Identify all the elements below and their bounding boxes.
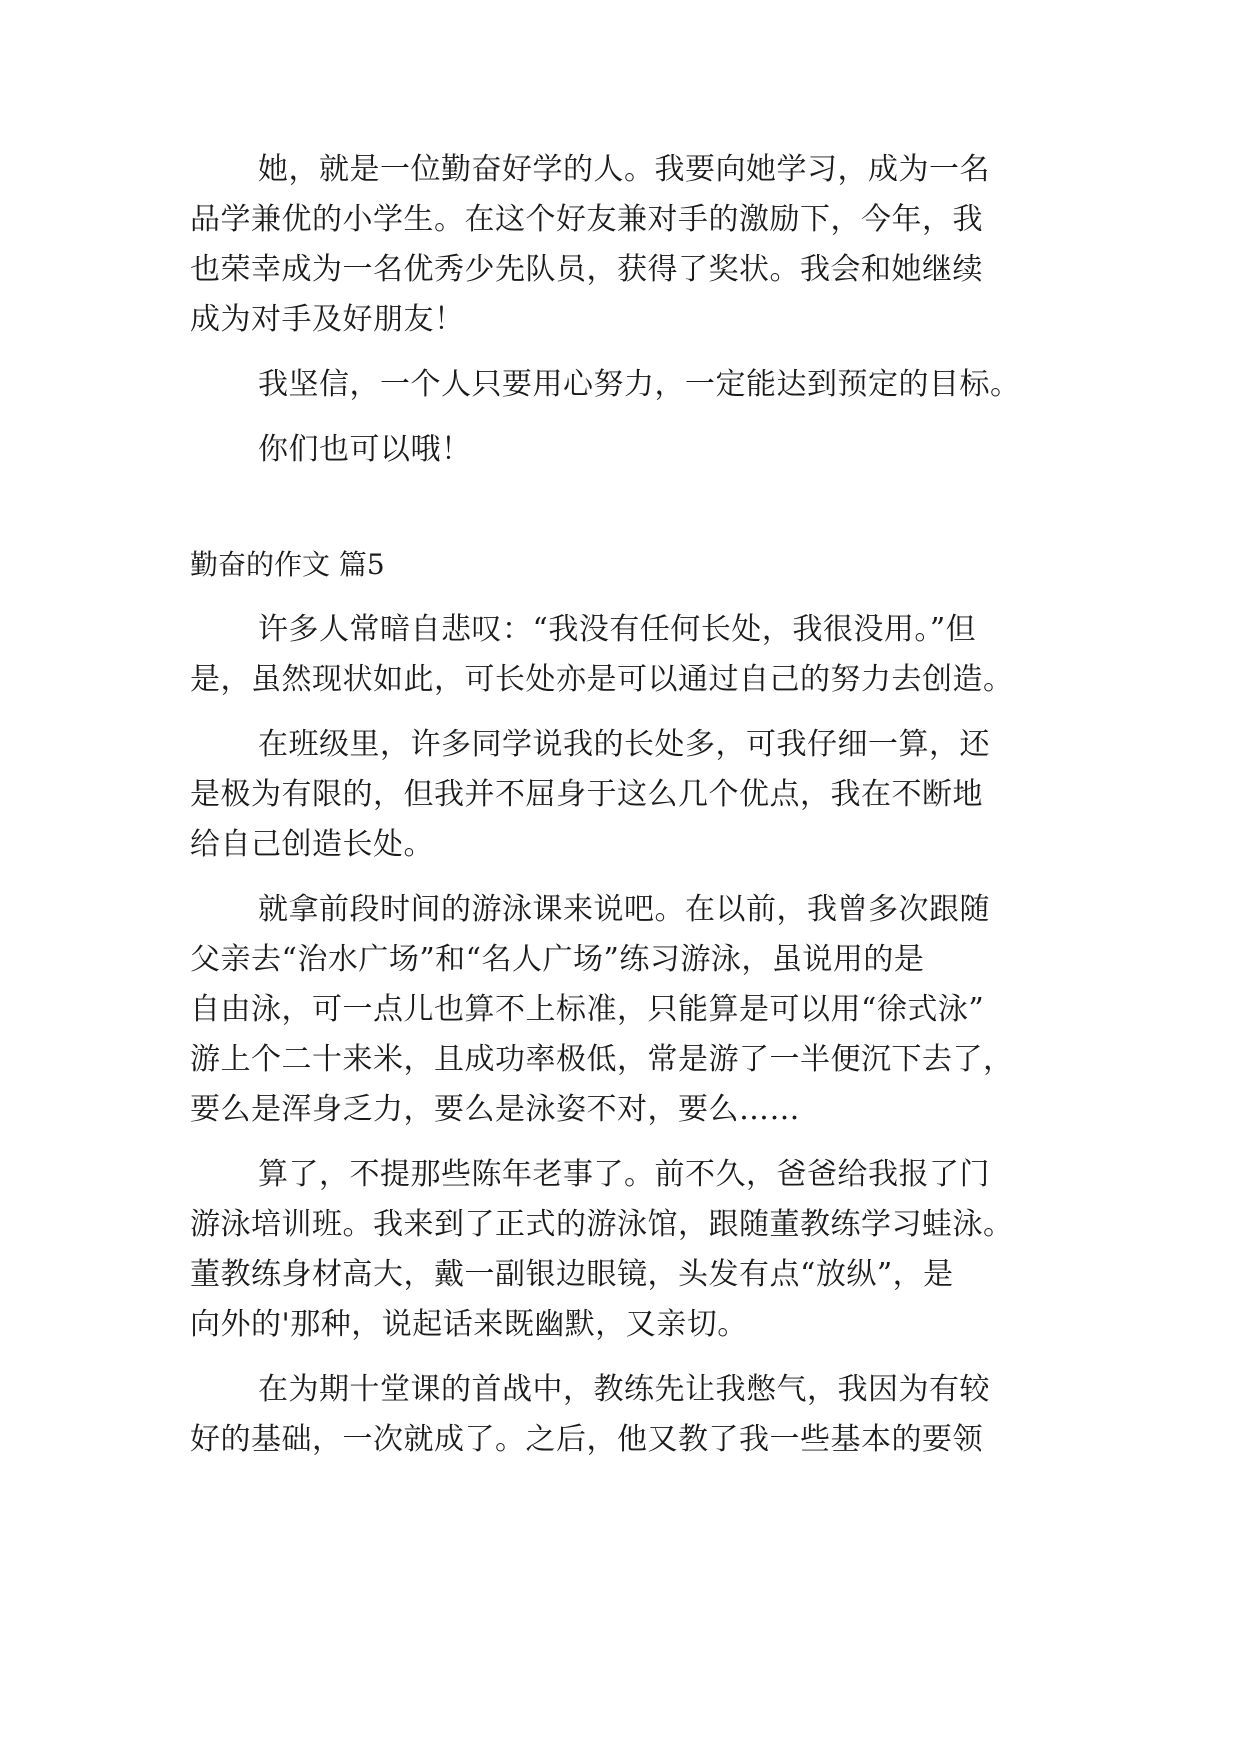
paragraph-line: 就拿前段时间的游泳课来说吧。在以前，我曾多次跟随 xyxy=(258,892,990,927)
paragraph-line: 是极为有限的，但我并不屈身于这么几个优点，我在不断地 xyxy=(190,777,983,812)
paragraph-line: 自由泳，可一点儿也算不上标准，只能算是可以用“徐式泳” xyxy=(190,992,985,1027)
paragraph-line: 向外的'那种，说起话来既幽默，又亲切。 xyxy=(190,1307,748,1342)
paragraph-line: 好的基础，一次就成了。之后，他又教了我一些基本的要领 xyxy=(190,1422,983,1457)
paragraph-line: 她，就是一位勤奋好学的人。我要向她学习，成为一名 xyxy=(258,152,990,187)
section-heading: 勤奋的作文 篇5 xyxy=(190,548,385,581)
paragraph-line: 在为期十堂课的首战中，教练先让我憋气，我因为有较 xyxy=(258,1372,990,1407)
paragraph-line: 在班级里，许多同学说我的长处多，可我仔细一算，还 xyxy=(258,727,990,762)
paragraph-line: 要么是浑身乏力，要么是泳姿不对，要么…… xyxy=(190,1092,800,1127)
paragraph-line: 董教练身材高大，戴一副银边眼镜，头发有点“放纵”，是 xyxy=(190,1257,954,1292)
paragraph-line: 游泳培训班。我来到了正式的游泳馆，跟随董教练学习蛙泳。 xyxy=(190,1207,1014,1242)
paragraph-line: 我坚信，一个人只要用心努力，一定能达到预定的目标。 xyxy=(258,367,1021,402)
paragraph-line: 是，虽然现状如此，可长处亦是可以通过自己的努力去创造。 xyxy=(190,662,1014,697)
paragraph-line: 品学兼优的小学生。在这个好友兼对手的激励下，今年，我 xyxy=(190,202,983,237)
paragraph-line: 你们也可以哦！ xyxy=(258,432,472,467)
paragraph-line: 父亲去“治水广场”和“名人广场”练习游泳，虽说用的是 xyxy=(190,942,925,977)
paragraph-line: 游上个二十来米，且成功率极低，常是游了一半便沉下去了， xyxy=(190,1042,1014,1077)
paragraph-line: 许多人常暗自悲叹：“我没有任何长处，我很没用。”但 xyxy=(258,612,977,647)
paragraph-line: 给自己创造长处。 xyxy=(190,827,434,862)
paragraph-line: 成为对手及好朋友！ xyxy=(190,302,465,337)
paragraph-line: 也荣幸成为一名优秀少先队员，获得了奖状。我会和她继续 xyxy=(190,252,983,287)
paragraph-line: 算了，不提那些陈年老事了。前不久，爸爸给我报了门 xyxy=(258,1157,990,1192)
